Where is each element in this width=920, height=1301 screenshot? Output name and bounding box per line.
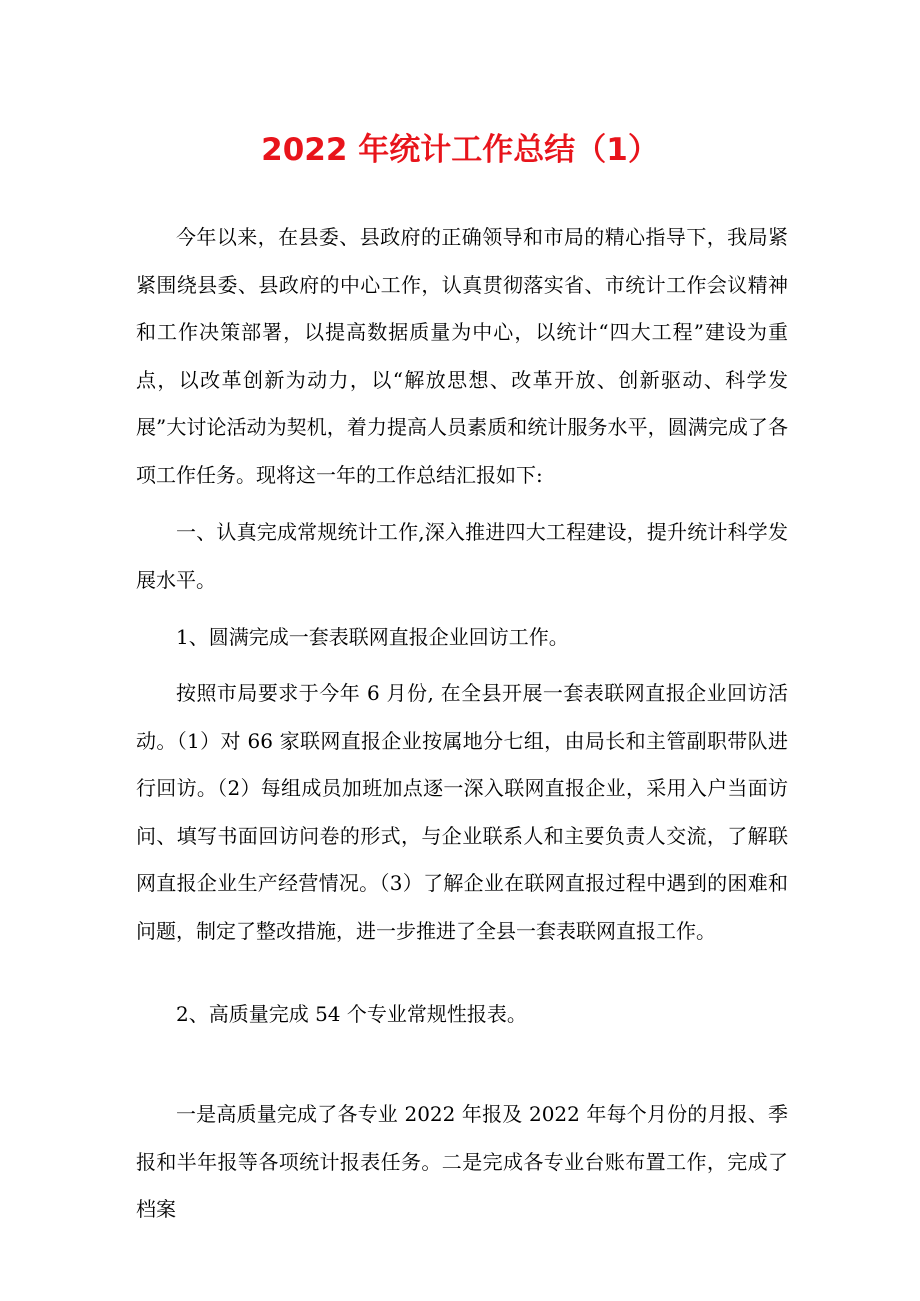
subsection-heading-1: 1、圆满完成一套表联网直报企业回访工作。 [176,625,569,649]
subsection-heading-2: 2、高质量完成 54 个专业常规性报表。 [176,1002,527,1026]
section-heading-1: 一、认真完成常规统计工作,深入推进四大工程建设，提升统计科学发展水平。 [136,520,788,592]
document-title: 2022 年统计工作总结（1） [261,132,659,168]
paragraph-visits: 按照市局要求于今年 6 月份, 在全县开展一套表联网直报企业回访活动。（1）对 66 家联网直报企业按属地分七组，由局长和主管副职带队进行回访。（2）每组成员加班加点逐一深入联网直报企业，采用入户当面访问、填写书面回访问卷的形式，与企业联系人和主要负责人交流，了解联网直报企业生产经营情况。（3）了解企业在联网直报过程中遇到的困难和问题，制定了整改措施，进一步推进了全县一套表联网直报工作。 [136,681,788,943]
paragraph-intro: 今年以来，在县委、县政府的正确领导和市局的精心指导下，我局紧紧围绕县委、县政府的中心工作，认真贯彻落实省、市统计工作会议精神和工作决策部署，以提高数据质量为中心，以统计“四大工程”建设为重点，以改革创新为动力，以“解放思想、改革开放、创新驱动、科学发展”大讨论活动为契机，着力提高人员素质和统计服务水平，圆满完成了各项工作任务。现将这一年的工作总结汇报如下: [136,225,788,487]
paragraph-reports: 一是高质量完成了各专业 2022 年报及 2022 年每个月份的月报、季报和半年报等各项统计报表任务。二是完成各专业台账布置工作，完成了档案 [136,1102,788,1221]
